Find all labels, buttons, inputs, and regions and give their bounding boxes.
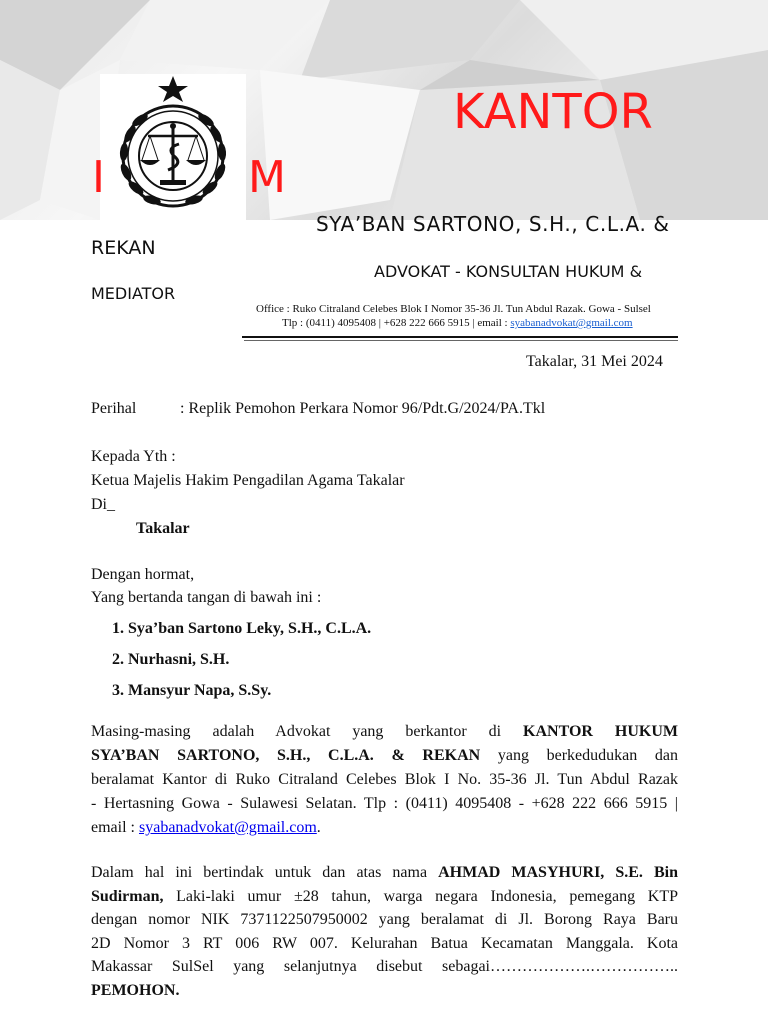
para2-line4: 2D Nomor 3 RT 006 RW 007. Kelurahan Batua Kecamatan Manggala. Kota: [91, 934, 678, 952]
para1-text: yang berkedudukan dan: [480, 747, 678, 764]
para1-line1: [91, 720, 678, 744]
header-email-link[interactable]: syabanadvokat@gmail.com: [510, 317, 633, 329]
intro-line: Yang bertanda tangan di bawah ini :: [91, 589, 322, 606]
signatory-item: 3. Mansyur Napa, S.Sy.: [112, 682, 272, 699]
para1-bold: KANTOR HUKUM: [523, 723, 678, 740]
services-line1: ADVOKAT - KONSULTAN HUKUM &: [374, 262, 643, 281]
paragraph-client: [91, 861, 678, 1002]
header-kantor: KANTOR: [453, 84, 653, 140]
greeting: Dengan hormat,: [91, 566, 195, 583]
di-label: Di_: [91, 496, 115, 513]
para1-text: .: [316, 819, 321, 836]
para2-line2: [91, 885, 678, 909]
para1-bold: SYA’BAN SARTONO, S.H., C.L.A. & REKAN: [91, 747, 481, 764]
signatory-item: 1. Sya’ban Sartono Leky, S.H., C.L.A.: [112, 620, 372, 637]
para2-bold: PEMOHON.: [91, 981, 180, 999]
firm-logo: [100, 74, 246, 220]
firm-name-line1: SYA’BAN SARTONO, S.H., C.L.A. &: [316, 212, 670, 236]
para1-text: email :: [91, 819, 139, 836]
letter-date: Takalar, 31 Mei 2024: [526, 353, 663, 370]
para2-line3: dengan nomor NIK 7371122507950002 yang beralamat di Jl. Borong Raya Baru: [91, 911, 678, 928]
para2-line1: [91, 861, 678, 885]
para1-line5: [91, 816, 678, 840]
para2-text: Dalam hal ini bertindak untuk dan atas nama: [91, 864, 439, 881]
para1-text: Masing-masing adalah Advokat yang berkantor di: [91, 723, 524, 740]
contact-line: [282, 317, 633, 329]
header-letter-i: I: [92, 152, 105, 203]
header-letter-m: M: [248, 152, 286, 203]
office-address: Office : Ruko Citraland Celebes Blok I Nomor 35-36 Jl. Tun Abdul Razak. Gowa - Sulsel: [256, 303, 651, 315]
para2-line5: Makassar SulSel yang selanjutnya disebut sebagai……………….……………..: [91, 958, 678, 975]
header-divider: [242, 336, 678, 338]
para1-line3: beralamat Kantor di Ruko Citraland Celebes Blok I No. 35-36 Jl. Tun Abdul Razak: [91, 771, 678, 788]
kepada-label: Kepada Yth :: [91, 448, 176, 465]
recipient-city: Takalar: [136, 520, 190, 537]
firm-name-line2: REKAN: [91, 237, 156, 259]
signatory-item: 2. Nurhasni, S.H.: [112, 651, 230, 668]
paragraph-firm: [91, 720, 678, 840]
para1-line4: - Hertasning Gowa - Sulawesi Selatan. Tlp : (0411) 4095408 - +628 222 666 5915 |: [91, 795, 678, 812]
body-email-link[interactable]: syabanadvokat@gmail.com: [138, 819, 317, 836]
para2-text: Laki-laki umur ±28 tahun, warga negara Indonesia, pemegang KTP: [163, 887, 678, 905]
contact-phones: Tlp : (0411) 4095408 | +628 222 666 5915 | email :: [282, 317, 511, 329]
perihal-value: : Replik Pemohon Perkara Nomor 96/Pdt.G/2024/PA.Tkl: [180, 400, 546, 417]
header-divider-thin: [244, 340, 678, 341]
para2-bold: AHMAD MASYHURI, S.E. Bin: [438, 864, 679, 881]
para2-line6: [91, 979, 678, 1003]
para2-bold: Sudirman,: [91, 887, 164, 905]
recipient: Ketua Majelis Hakim Pengadilan Agama Takalar: [91, 472, 405, 489]
para1-line2: [91, 744, 678, 768]
services-line2: MEDIATOR: [91, 284, 176, 303]
perihal-label: Perihal: [91, 400, 137, 417]
